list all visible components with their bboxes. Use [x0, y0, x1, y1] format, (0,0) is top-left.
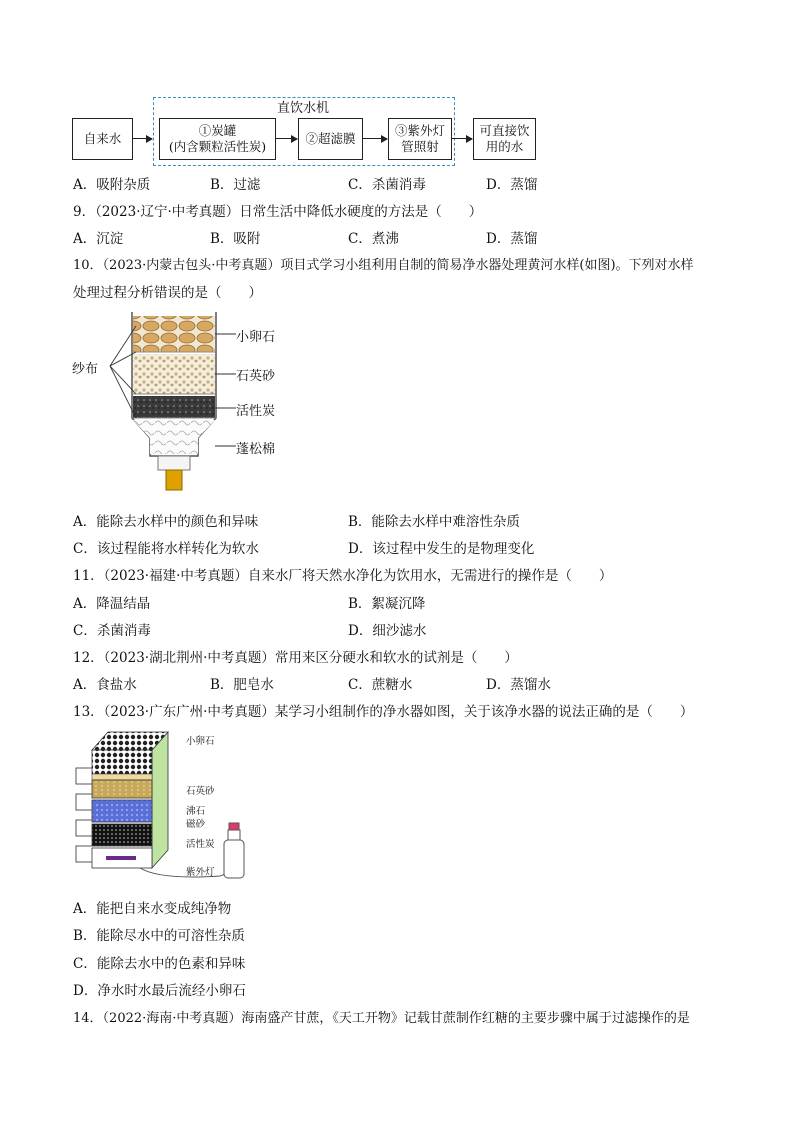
q12-option-a[interactable]: A．食盐水: [73, 677, 137, 693]
carbon-tank-sub: (内含颗粒活性炭): [168, 139, 267, 154]
q13-carbon-layer: [92, 824, 152, 846]
q12-option-b[interactable]: B．肥皂水: [210, 677, 274, 693]
q10-stem-line1: 10．（2023·内蒙古包头·中考真题）项目式学习小组利用自制的简易净水器处理黄河水样(如图)。下列对水样: [73, 258, 694, 273]
q12-stem: 12．（2023·湖北荆州·中考真题）常用来区分硬水和软水的试剂是（ ）: [73, 650, 518, 666]
q13-figure: [70, 728, 270, 883]
arrow-3: [362, 138, 387, 139]
uv-lamp-sub: 管照射: [401, 139, 439, 154]
tap-water-label: 自来水: [83, 131, 122, 146]
q13-pebble-layer: [92, 750, 152, 774]
q13-option-a[interactable]: A．能把自来水变成纯净物: [73, 901, 232, 917]
cotton-layer: [133, 420, 215, 454]
q13-pebble-label: 小卵石: [186, 736, 215, 747]
q13-quartz-label: 石英砂: [186, 786, 215, 797]
q10-option-c[interactable]: C．该过程能将水样转化为软水: [73, 541, 259, 557]
quartz-sand-label: 石英砂: [236, 369, 276, 384]
q14-stem: 14．（2022·海南·中考真题）海南盛产甘蔗，《天工开物》记载甘蔗制作红糖的主要步骤中属于过滤操作的是: [73, 1011, 690, 1026]
activated-carbon-layer: [133, 396, 215, 418]
q13-option-b[interactable]: B．能除尽水中的可溶性杂质: [73, 928, 245, 944]
q13-zeolite-label: 沸石: [186, 806, 206, 817]
q11-option-d[interactable]: D．细沙滤水: [348, 623, 427, 639]
carbon-tank-label: ①炭罐: [198, 123, 237, 138]
q13-magnetite-label: 磁砂: [186, 819, 206, 830]
tap-water-box: [72, 118, 133, 160]
uv-lamp-label: ③紫外灯: [394, 123, 445, 138]
arrow-2: [275, 138, 297, 139]
q13-stem: 13．（2023·广东广州·中考真题）某学习小组制作的净水器如图，关于该净水器的说法正确的是（ ）: [73, 704, 694, 720]
q11-option-c[interactable]: C．杀菌消毒: [73, 623, 151, 639]
q10-option-b[interactable]: B．能除去水样中难溶性杂质: [348, 514, 520, 530]
drinkable-water-box: [473, 118, 536, 160]
q13-quartz-layer: [92, 780, 152, 798]
carbon-tank-box: [159, 118, 276, 160]
q9-option-c[interactable]: C．煮沸: [348, 231, 399, 247]
ultrafilter-box: [298, 118, 363, 160]
q8-option-b[interactable]: B．过滤: [210, 177, 261, 193]
q13-zeolite-layer: [92, 800, 152, 822]
q13-purifier-drawing: [70, 728, 270, 883]
quartz-sand-layer: [133, 354, 215, 394]
q9-option-a[interactable]: A．沉淀: [73, 231, 124, 247]
q12-option-d[interactable]: D．蒸馏水: [486, 677, 551, 693]
q9-stem: 9．（2023·辽宁·中考真题）日常生活中降低水硬度的方法是（ ）: [73, 204, 483, 220]
q10-figure: [70, 308, 300, 503]
q10-stem-line2: 处理过程分析错误的是（ ）: [73, 285, 262, 301]
q13-option-d[interactable]: D．净水时水最后流经小卵石: [73, 983, 246, 999]
arrow-1: [132, 138, 152, 139]
q11-option-b[interactable]: B．絮凝沉降: [348, 596, 426, 612]
water-dispenser-title: 直饮水机: [277, 101, 330, 116]
drinkable-water-line1: 可直接饮: [479, 123, 530, 138]
q8-option-a[interactable]: A．吸附杂质: [73, 177, 151, 193]
q13-carbon-label: 活性炭: [186, 839, 215, 850]
cotton-label: 蓬松棉: [236, 442, 276, 457]
q13-uv-lamp: [106, 856, 136, 860]
arrow-4: [451, 138, 472, 139]
q11-stem: 11．（2023·福建·中考真题）自来水厂将天然水净化为饮用水，无需进行的操作是（ ）: [73, 568, 613, 584]
q10-option-a[interactable]: A．能除去水样中的颜色和异味: [73, 514, 259, 530]
pebble-label: 小卵石: [236, 330, 276, 345]
drinkable-water-line2: 用的水: [485, 139, 524, 154]
q8-option-c[interactable]: C．杀菌消毒: [348, 177, 426, 193]
gauze-label: 纱布: [72, 362, 99, 377]
q13-option-c[interactable]: C．能除去水中的色素和异味: [73, 956, 246, 972]
ultrafilter-label: ②超滤膜: [305, 131, 356, 146]
q10-option-d[interactable]: D．该过程中发生的是物理变化: [348, 541, 535, 557]
pebble-layer: [133, 316, 215, 352]
q9-option-b[interactable]: B．吸附: [210, 231, 261, 247]
activated-carbon-label: 活性炭: [236, 404, 276, 419]
q8-option-d[interactable]: D．蒸馏: [486, 177, 538, 193]
uv-lamp-box: [388, 118, 452, 160]
q12-option-c[interactable]: C．蔗糖水: [348, 677, 413, 693]
q13-uv-label: 紫外灯: [186, 867, 215, 878]
nozzle-cap: [166, 470, 182, 490]
q11-option-a[interactable]: A．降温结晶: [73, 596, 151, 612]
q9-option-d[interactable]: D．蒸馏: [486, 231, 538, 247]
